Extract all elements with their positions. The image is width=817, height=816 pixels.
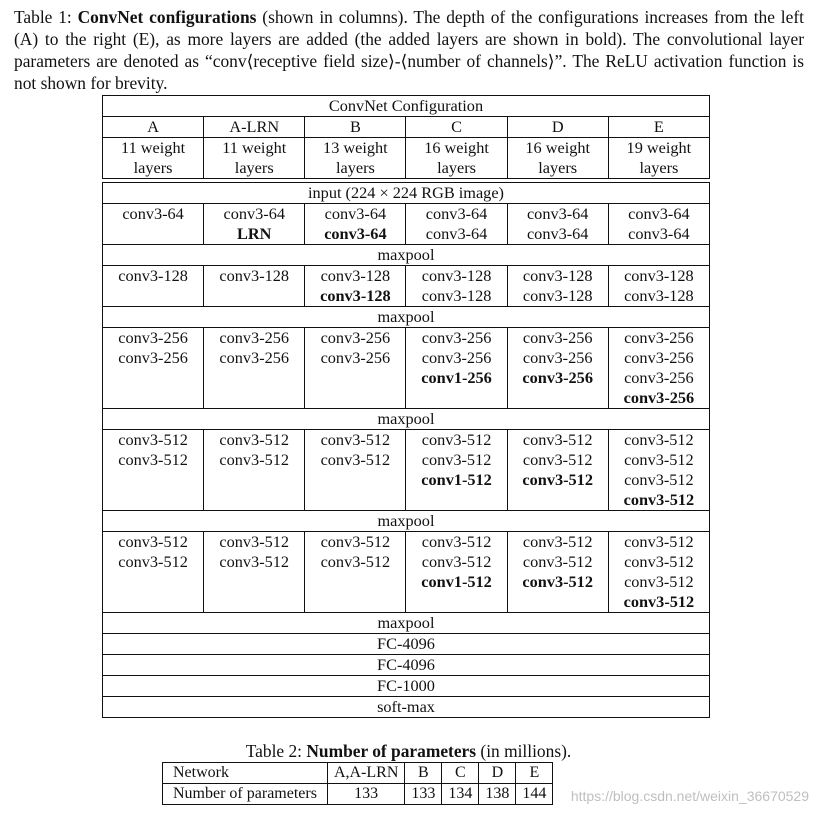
layer-cell (406, 204, 507, 245)
convnet-config-table (102, 95, 710, 718)
layer-name: conv3-256 (118, 328, 188, 347)
params-cell: D (479, 763, 516, 784)
depth-cell (204, 138, 305, 179)
layer-name: conv3-128 (624, 286, 694, 305)
pooling-layer-row (103, 245, 710, 266)
layer-cell (507, 532, 608, 613)
depth-line: layers (538, 158, 578, 177)
pooling-layer: maxpool (103, 307, 710, 328)
layer-name: conv3-512 (624, 572, 694, 591)
params-cell: 133 (405, 784, 442, 805)
layer-cell (305, 532, 406, 613)
layer-cell (406, 328, 507, 409)
layer-cell (103, 532, 204, 613)
table1-caption (14, 6, 804, 94)
tail-layer-row (103, 676, 710, 697)
pooling-layer: maxpool (103, 245, 710, 266)
layer-name: conv3-512 (219, 552, 290, 571)
pooling-layer-row (103, 511, 710, 532)
params-cell: E (516, 763, 553, 784)
depth-row (103, 138, 710, 179)
layer-name: conv3-512 (624, 450, 694, 469)
layer-name: conv3-256 (320, 348, 391, 367)
table1-caption-title: ConvNet configurations (77, 7, 257, 27)
layer-name: conv3-256 (624, 348, 694, 367)
layer-cell (507, 204, 608, 245)
column-name: E (608, 117, 709, 138)
column-name: B (305, 117, 406, 138)
params-row-label: Network (163, 763, 328, 784)
conv-block-row (103, 328, 710, 409)
layer-name: conv3-64 (628, 224, 690, 243)
layer-cell (608, 430, 709, 511)
depth-line: 16 weight (525, 138, 591, 157)
pooling-layer-row (103, 613, 710, 634)
layer-name: conv3-128 (624, 266, 694, 285)
layer-name: conv3-512 (624, 430, 694, 449)
depth-cell (406, 138, 507, 179)
watermark: https://blog.csdn.net/weixin_36670529 (570, 788, 809, 804)
layer-name: conv3-256 (624, 368, 694, 387)
layer-name: conv3-512 (624, 470, 694, 489)
layer-name: conv3-512 (522, 532, 593, 551)
table-header: ConvNet Configuration (103, 96, 710, 117)
table1-caption-label: Table 1: (14, 7, 72, 27)
column-name: A (103, 117, 204, 138)
depth-cell (608, 138, 709, 179)
params-header-row (163, 763, 553, 784)
layer-name: conv3-128 (219, 266, 290, 285)
tail-layer: soft-max (103, 697, 710, 718)
table2-caption (0, 740, 817, 762)
layer-name: conv3-128 (118, 266, 188, 285)
conv-block-row (103, 266, 710, 307)
layer-cell (406, 266, 507, 307)
layer-name: conv1-512 (421, 470, 492, 489)
layer-name: conv3-256 (320, 328, 391, 347)
pooling-layer-row (103, 409, 710, 430)
depth-line: layers (639, 158, 679, 177)
layer-name: conv3-512 (118, 532, 188, 551)
depth-line: 13 weight (323, 138, 388, 157)
layer-name: conv3-512 (522, 470, 593, 489)
input-layer-row (103, 183, 710, 204)
depth-line: layers (133, 158, 173, 177)
layer-name: conv1-512 (421, 572, 492, 591)
tail-layer-row (103, 634, 710, 655)
layer-cell (305, 430, 406, 511)
layer-cell (305, 204, 406, 245)
depth-line: layers (234, 158, 274, 177)
tail-layer: FC-1000 (103, 676, 710, 697)
layer-cell (204, 266, 305, 307)
parameters-table (162, 762, 553, 805)
layer-name: conv3-64 (324, 224, 387, 243)
layer-name: conv3-64 (425, 204, 488, 223)
depth-line: 16 weight (424, 138, 489, 157)
layer-name: conv3-64 (425, 224, 488, 243)
layer-name: conv3-256 (522, 368, 593, 387)
layer-cell (103, 430, 204, 511)
layer-cell (305, 328, 406, 409)
tail-layer: FC-4096 (103, 634, 710, 655)
layer-name: conv3-512 (219, 450, 290, 469)
conv-block-row (103, 430, 710, 511)
depth-cell (305, 138, 406, 179)
table2-caption-label: Table 2: (245, 741, 302, 761)
params-cell: 138 (479, 784, 516, 805)
layer-cell (406, 532, 507, 613)
layer-name: conv3-512 (118, 450, 188, 469)
params-row-label: Number of parameters (163, 784, 328, 805)
layer-cell (204, 204, 305, 245)
layer-name: LRN (237, 224, 272, 243)
layer-cell (204, 430, 305, 511)
depth-line: 19 weight (626, 138, 692, 157)
pooling-layer-row (103, 307, 710, 328)
layer-name: conv3-128 (421, 266, 492, 285)
params-cell: 134 (442, 784, 479, 805)
params-cell: A,A-LRN (327, 763, 404, 784)
layer-cell (305, 266, 406, 307)
table2-caption-title: Number of parameters (306, 741, 477, 761)
layer-name: conv3-128 (522, 286, 593, 305)
layer-name: conv3-512 (421, 450, 492, 469)
layer-name: conv3-256 (522, 328, 593, 347)
layer-name: conv3-512 (522, 430, 593, 449)
layer-name: conv3-128 (421, 286, 492, 305)
column-name: A-LRN (204, 117, 305, 138)
layer-cell (204, 532, 305, 613)
tail-layer-row (103, 655, 710, 676)
depth-cell (507, 138, 608, 179)
layer-name: conv3-64 (526, 224, 589, 243)
column-name: D (507, 117, 608, 138)
layer-cell (608, 204, 709, 245)
tail-layer-row (103, 697, 710, 718)
tail-layer: FC-4096 (103, 655, 710, 676)
layer-cell (608, 532, 709, 613)
params-cell: B (405, 763, 442, 784)
pooling-layer: maxpool (103, 511, 710, 532)
layer-name: conv3-512 (421, 430, 492, 449)
params-cell: 133 (327, 784, 404, 805)
input-layer: input (224 × 224 RGB image) (103, 183, 710, 204)
layer-name: conv3-128 (320, 266, 391, 285)
layer-cell (507, 430, 608, 511)
layer-name: conv3-512 (623, 490, 695, 509)
layer-name: conv3-512 (320, 430, 391, 449)
layer-cell (103, 266, 204, 307)
layer-name: conv3-128 (522, 266, 593, 285)
layer-name: conv3-512 (118, 430, 188, 449)
depth-line: layers (335, 158, 375, 177)
layer-name: conv3-256 (624, 328, 694, 347)
layer-name: conv3-512 (219, 430, 290, 449)
layer-name: conv3-512 (320, 532, 391, 551)
depth-line: layers (437, 158, 476, 177)
layer-cell (204, 328, 305, 409)
layer-name: conv3-512 (118, 552, 188, 571)
layer-name: conv3-128 (320, 286, 391, 305)
depth-cell (103, 138, 204, 179)
layer-name: conv3-256 (219, 348, 290, 367)
layer-cell (103, 204, 204, 245)
column-name: C (406, 117, 507, 138)
layer-cell (608, 328, 709, 409)
layer-name: conv3-64 (122, 204, 184, 223)
layer-name: conv3-512 (320, 552, 391, 571)
table2-caption-text: (in millions). (480, 741, 572, 761)
layer-name: conv3-64 (324, 204, 387, 223)
layer-name: conv3-256 (522, 348, 593, 367)
pooling-layer: maxpool (103, 409, 710, 430)
pooling-layer: maxpool (103, 613, 710, 634)
layer-name: conv3-512 (320, 450, 391, 469)
layer-name: conv3-64 (628, 204, 690, 223)
params-cell: 144 (516, 784, 553, 805)
layer-name: conv3-512 (219, 532, 290, 551)
layer-name: conv3-512 (623, 592, 695, 611)
conv-block-row (103, 532, 710, 613)
layer-cell (507, 266, 608, 307)
conv-block-row (103, 204, 710, 245)
layer-name: conv3-256 (623, 388, 695, 407)
layer-name: conv3-256 (421, 328, 492, 347)
layer-name: conv3-64 (223, 204, 285, 223)
layer-name: conv3-512 (624, 532, 694, 551)
layer-name: conv3-512 (522, 572, 593, 591)
depth-line: 11 weight (222, 138, 287, 157)
layer-name: conv1-256 (421, 368, 492, 387)
layer-name: conv3-512 (522, 552, 593, 571)
layer-cell (507, 328, 608, 409)
layer-name: conv3-512 (421, 532, 492, 551)
layer-name: conv3-64 (526, 204, 589, 223)
params-cell: C (442, 763, 479, 784)
layer-cell (406, 430, 507, 511)
column-names-row (103, 117, 710, 138)
depth-line: 11 weight (121, 138, 186, 157)
table1-caption-text: (shown in columns). The depth of the configurations increases from the left (A) to the right (E), as more layers are added (the added layers are shown in bold). The convolutional layer parameters are denoted as “conv⟨receptive field size⟩-⟨number of channels⟩”. The ReLU activation function is not shown for brevity. (14, 7, 804, 93)
layer-name: conv3-256 (118, 348, 188, 367)
table-header-row (103, 96, 710, 117)
layer-name: conv3-256 (421, 348, 492, 367)
layer-name: conv3-256 (219, 328, 290, 347)
layer-cell (608, 266, 709, 307)
layer-name: conv3-512 (522, 450, 593, 469)
layer-name: conv3-512 (624, 552, 694, 571)
params-value-row (163, 784, 553, 805)
layer-name: conv3-512 (421, 552, 492, 571)
layer-cell (103, 328, 204, 409)
